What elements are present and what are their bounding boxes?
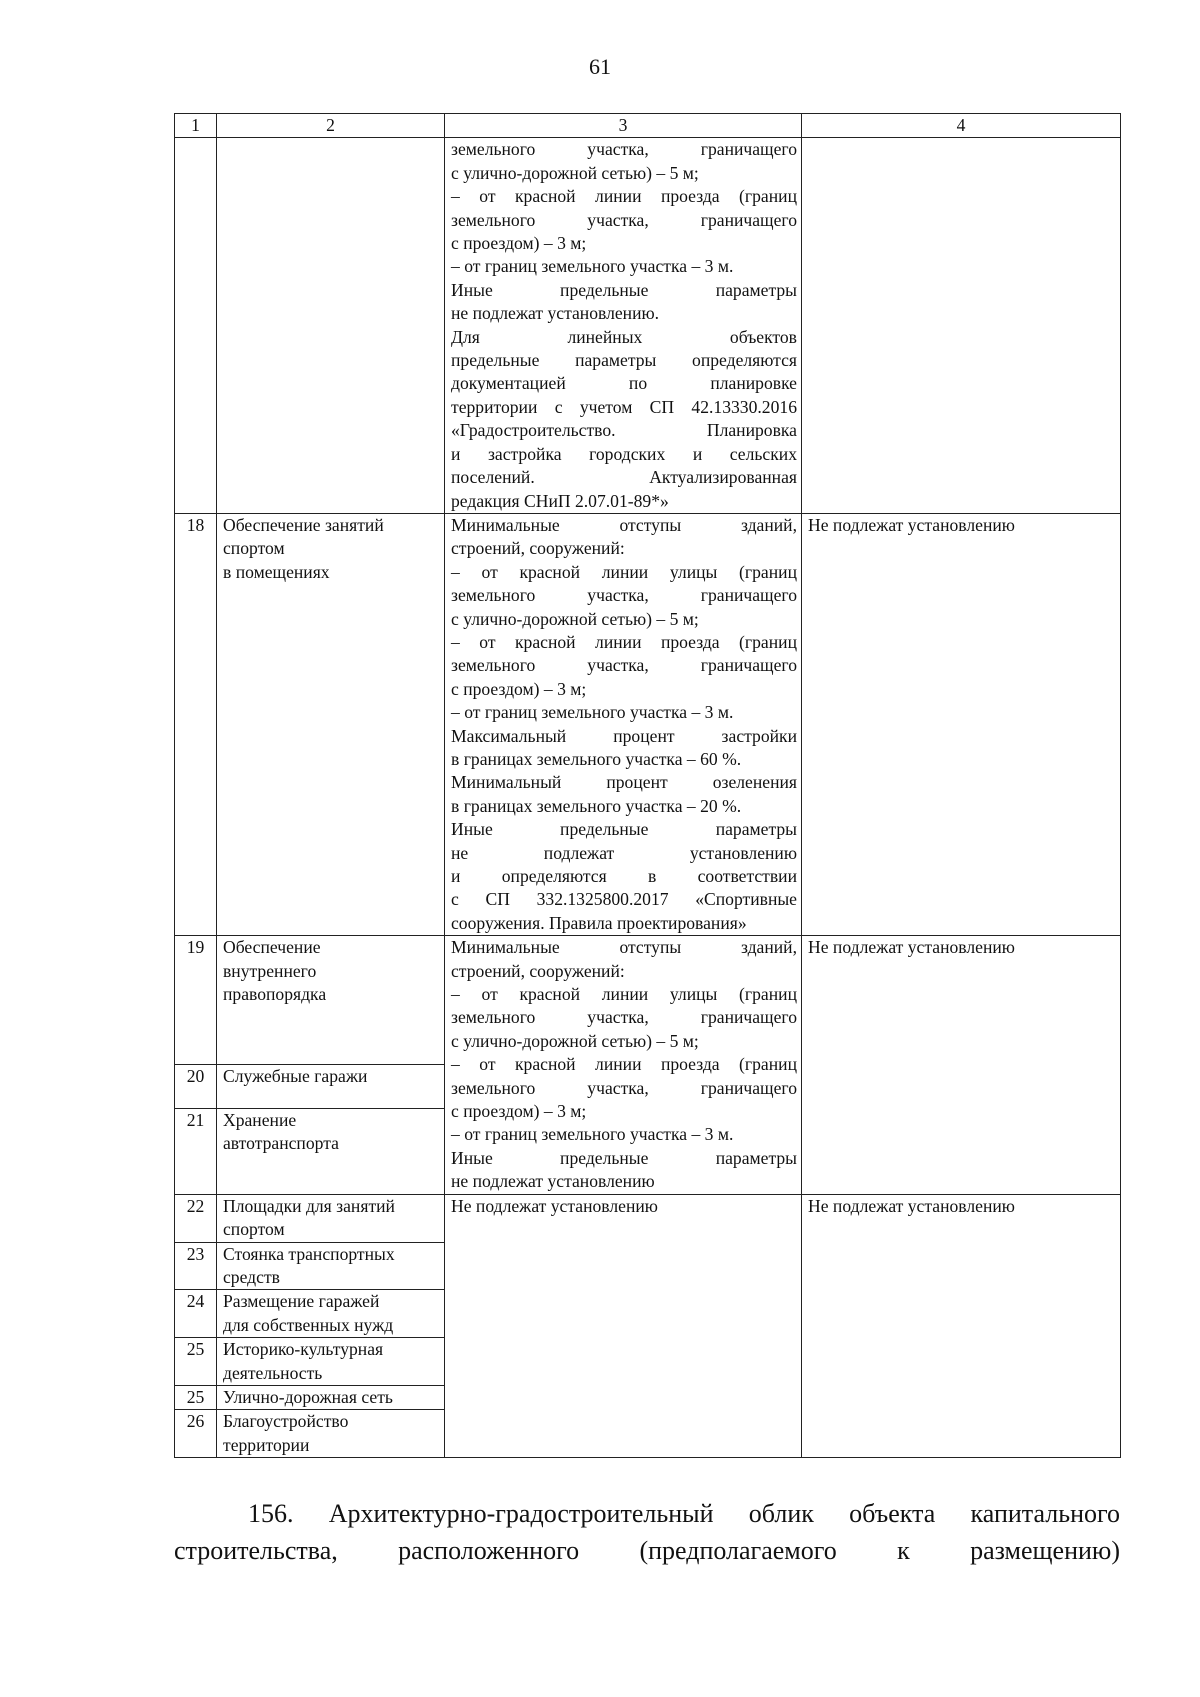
- table-row-18: [175, 513, 1121, 935]
- param-line: – от красной линии проезда (границ: [451, 186, 797, 207]
- name-line: территории: [223, 1434, 310, 1455]
- name-line: Улично-дорожная сеть: [223, 1386, 393, 1407]
- param-line: предельные параметры определяются: [451, 350, 797, 371]
- name-line: Стоянка транспортных: [223, 1243, 395, 1264]
- name-line: деятельность: [223, 1362, 323, 1383]
- param-line: земельного участка, граничащего: [451, 209, 797, 230]
- cell-num: 23: [175, 1242, 217, 1290]
- name-line: в помещениях: [223, 561, 330, 582]
- table-row-continuation: [175, 138, 1121, 514]
- cell-col4: Не подлежат установлению: [802, 513, 1121, 935]
- param-line: с проездом) – 3 м;: [451, 233, 587, 254]
- param-line: и застройка городских и сельских: [451, 443, 797, 464]
- cell-num: [175, 138, 217, 514]
- param-line: с проездом) – 3 м;: [451, 1101, 587, 1122]
- param-line: – от границ земельного участка – 3 м.: [451, 1124, 734, 1145]
- name-line: средств: [223, 1266, 280, 1287]
- cell-params: [445, 936, 802, 1194]
- param-line: «Градостроительство. Планировка: [451, 420, 797, 441]
- param-line: строений, сооружений:: [451, 538, 625, 559]
- paragraph-line: 156. Архитектурно-градостроительный облик объекта капитального: [248, 1499, 1120, 1528]
- param-line: земельного участка, граничащего: [451, 1007, 797, 1028]
- param-line: Иные предельные параметры: [451, 279, 797, 300]
- param-line: с улично-дорожной сетью) – 5 м;: [451, 1030, 699, 1051]
- cell-params: Не подлежат установлению: [445, 1194, 802, 1457]
- cell-name: [217, 1410, 445, 1458]
- param-line: с СП 332.1325800.2017 «Спортивные: [451, 889, 797, 910]
- cell-name: [217, 1108, 445, 1194]
- page-number: 61: [589, 54, 611, 79]
- name-line: Обеспечение: [223, 937, 321, 958]
- name-line: спортом: [223, 1219, 285, 1240]
- paragraph-line: строительства, расположенного (предполагаемого к размещению): [174, 1536, 1120, 1565]
- table-header-row: [175, 114, 1121, 138]
- param-line: Для линейных объектов: [451, 326, 797, 347]
- cell-params: [445, 138, 802, 514]
- param-line: – от красной линии улицы (границ: [451, 561, 797, 582]
- param-line: – от красной линии проезда (границ: [451, 631, 797, 652]
- header-col-1: 1: [175, 114, 217, 138]
- name-line: правопорядка: [223, 984, 327, 1005]
- cell-num: 24: [175, 1290, 217, 1338]
- name-line: Историко-культурная: [223, 1339, 384, 1360]
- header-col-4: 4: [802, 114, 1121, 138]
- param-line: земельного участка, граничащего: [451, 585, 797, 606]
- cell-name: [217, 1290, 445, 1338]
- param-line: не подлежат установлению.: [451, 303, 660, 324]
- param-line: Минимальные отступы зданий,: [451, 937, 797, 958]
- name-line: для собственных нужд: [223, 1314, 394, 1335]
- cell-params: [445, 513, 802, 935]
- cell-num: 26: [175, 1410, 217, 1458]
- param-line: строений, сооружений:: [451, 960, 625, 981]
- table-row-22: [175, 1194, 1121, 1242]
- param-line: земельного участка, граничащего: [451, 1077, 797, 1098]
- param-line: с проездом) – 3 м;: [451, 678, 587, 699]
- cell-name: [217, 936, 445, 1064]
- cell-num: 22: [175, 1194, 217, 1242]
- name-line: Размещение гаражей: [223, 1291, 380, 1312]
- param-line: редакция СНиП 2.07.01-89*»: [451, 490, 669, 511]
- name-line: Служебные гаражи: [223, 1065, 368, 1086]
- name-line: внутреннего: [223, 960, 317, 981]
- cell-name: [217, 138, 445, 514]
- regulations-table: [174, 113, 1121, 1458]
- param-line: – от границ земельного участка – 3 м.: [451, 702, 734, 723]
- name-line: Благоустройство: [223, 1411, 349, 1432]
- param-line: земельного участка, граничащего: [451, 139, 797, 160]
- param-line: Максимальный процент застройки: [451, 725, 797, 746]
- param-line: – от красной линии улицы (границ: [451, 984, 797, 1005]
- cell-num: 18: [175, 513, 217, 935]
- param-line: Иные предельные параметры: [451, 819, 797, 840]
- cell-name: [217, 513, 445, 935]
- cell-name: [217, 1385, 445, 1409]
- cell-num: 25: [175, 1385, 217, 1409]
- param-line: в границах земельного участка – 20 %.: [451, 795, 742, 816]
- cell-num: 20: [175, 1064, 217, 1108]
- cell-col4: [802, 138, 1121, 514]
- param-line: в границах земельного участка – 60 %.: [451, 748, 742, 769]
- name-line: Площадки для занятий: [223, 1195, 395, 1216]
- param-line: с улично-дорожной сетью) – 5 м;: [451, 162, 699, 183]
- param-line: документацией по планировке: [451, 373, 797, 394]
- cell-name: [217, 1064, 445, 1108]
- cell-num: 21: [175, 1108, 217, 1194]
- header-col-3: 3: [445, 114, 802, 138]
- name-line: автотранспорта: [223, 1132, 339, 1153]
- header-col-2: 2: [217, 114, 445, 138]
- param-line: Иные предельные параметры: [451, 1147, 797, 1168]
- name-line: Хранение: [223, 1109, 297, 1130]
- name-line: спортом: [223, 538, 285, 559]
- cell-col4: Не подлежат установлению: [802, 1194, 1121, 1457]
- param-line: и определяются в соответствии: [451, 866, 797, 886]
- name-line: Обеспечение занятий: [223, 514, 384, 535]
- param-line: не подлежат установлению: [451, 1171, 655, 1192]
- param-line: земельного участка, граничащего: [451, 655, 797, 676]
- cell-name: [217, 1242, 445, 1290]
- param-line: с улично-дорожной сетью) – 5 м;: [451, 608, 699, 629]
- cell-num: 19: [175, 936, 217, 1064]
- table-row-19: [175, 936, 1121, 1064]
- param-line: поселений. Актуализированная: [451, 467, 797, 488]
- paragraph-156: [174, 1495, 1120, 1569]
- cell-num: 25: [175, 1338, 217, 1386]
- param-line: Минимальные отступы зданий,: [451, 514, 797, 535]
- cell-col4: Не подлежат установлению: [802, 936, 1121, 1194]
- param-line: сооружения. Правила проектирования»: [451, 912, 747, 933]
- cell-name: [217, 1194, 445, 1242]
- param-line: территории с учетом СП 42.13330.2016: [451, 396, 797, 417]
- cell-name: [217, 1338, 445, 1386]
- param-line: – от красной линии проезда (границ: [451, 1054, 797, 1075]
- param-line: – от границ земельного участка – 3 м.: [451, 256, 734, 277]
- param-line: не подлежат установлению: [451, 842, 797, 863]
- param-line: Минимальный процент озеленения: [451, 772, 797, 793]
